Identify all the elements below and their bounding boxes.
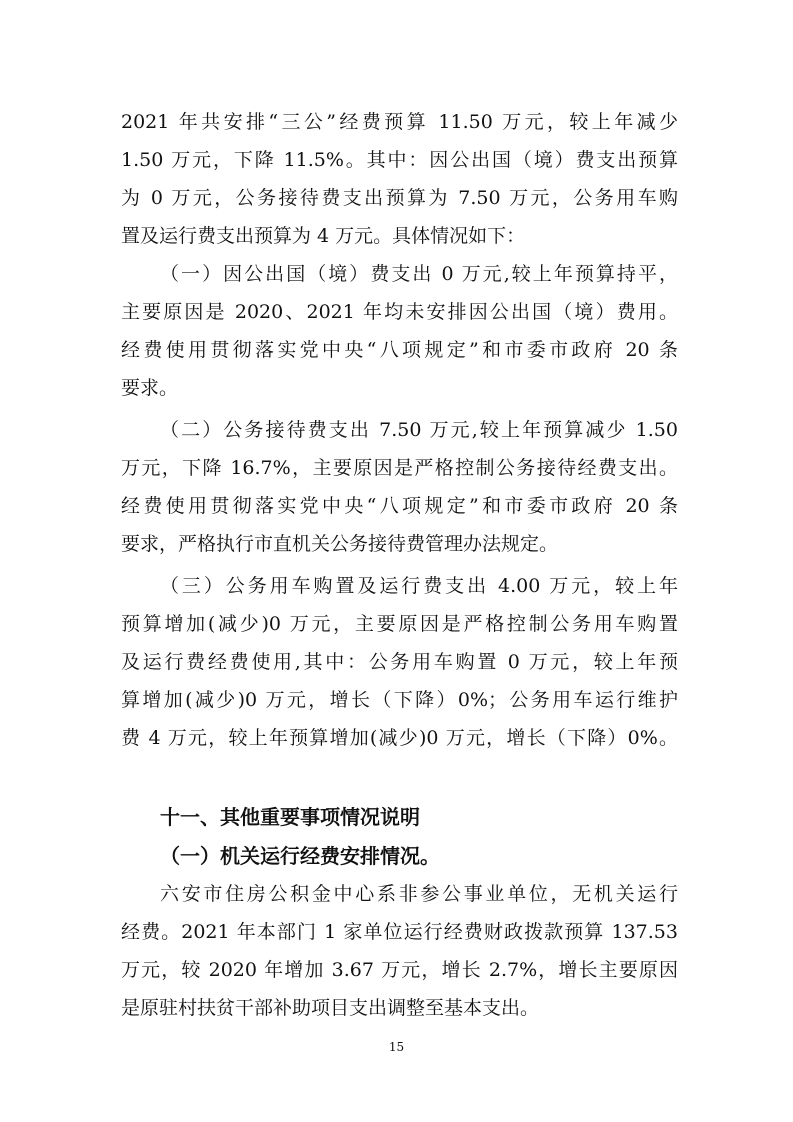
paragraph-line: 万元，下降 16.7%，主要原因是严格控制公务接待经费支出。 <box>121 457 678 479</box>
paragraph-line: 要求。 <box>121 377 179 399</box>
subsection-heading: （一）机关运行经费安排情况。 <box>160 844 440 868</box>
paragraph-line: 六安市住房公积金中心系非参公事业单位，无机关运行 <box>160 883 678 905</box>
paragraph-line: 要求，严格执行市直机关公务接待费管理办法规定。 <box>121 533 559 555</box>
paragraph-line: （二）公务接待费支出 7.50 万元,较上年预算减少 1.50 <box>160 419 678 441</box>
paragraph-line: 主要原因是 2020、2021 年均未安排因公出国（境）费用。 <box>121 301 678 323</box>
paragraph-line: 2021 年共安排“三公”经费预算 11.50 万元，较上年减少 <box>121 111 678 133</box>
paragraph-line: （三）公务用车购置及运行费支出 4.00 万元，较上年 <box>160 575 678 597</box>
paragraph-line: 经费。2021 年本部门 1 家单位运行经费财政拨款预算 137.53 <box>121 921 678 943</box>
paragraph-line: 算增加(减少)0 万元，增长（下降）0%；公务用车运行维护 <box>121 689 678 711</box>
paragraph-line: 是原驻村扶贫干部补助项目支出调整至基本支出。 <box>121 997 540 1019</box>
paragraph-line: 预算增加(减少)0 万元，主要原因是严格控制公务用车购置 <box>121 613 678 635</box>
paragraph-line: （一）因公出国（境）费支出 0 万元,较上年预算持平， <box>160 263 678 285</box>
page-number: 15 <box>388 1040 405 1054</box>
paragraph-line: 为 0 万元，公务接待费支出预算为 7.50 万元，公务用车购 <box>121 187 678 209</box>
paragraph-line: 1.50 万元，下降 11.5%。其中：因公出国（境）费支出预算 <box>121 149 678 171</box>
paragraph-line: 经费使用贯彻落实党中央“八项规定”和市委市政府 20 条 <box>121 495 678 517</box>
paragraph-line: 置及运行费支出预算为 4 万元。具体情况如下： <box>121 225 526 247</box>
paragraph-line: 经费使用贯彻落实党中央“八项规定”和市委市政府 20 条 <box>121 339 678 361</box>
paragraph-line: 及运行费经费使用,其中：公务用车购置 0 万元，较上年预 <box>121 651 678 673</box>
paragraph-line: 费 4 万元，较上年预算增加(减少)0 万元，增长（下降）0%。 <box>121 727 678 749</box>
section-heading: 十一、其他重要事项情况说明 <box>160 805 420 829</box>
paragraph-line: 万元，较 2020 年增加 3.67 万元，增长 2.7%，增长主要原因 <box>121 959 678 981</box>
